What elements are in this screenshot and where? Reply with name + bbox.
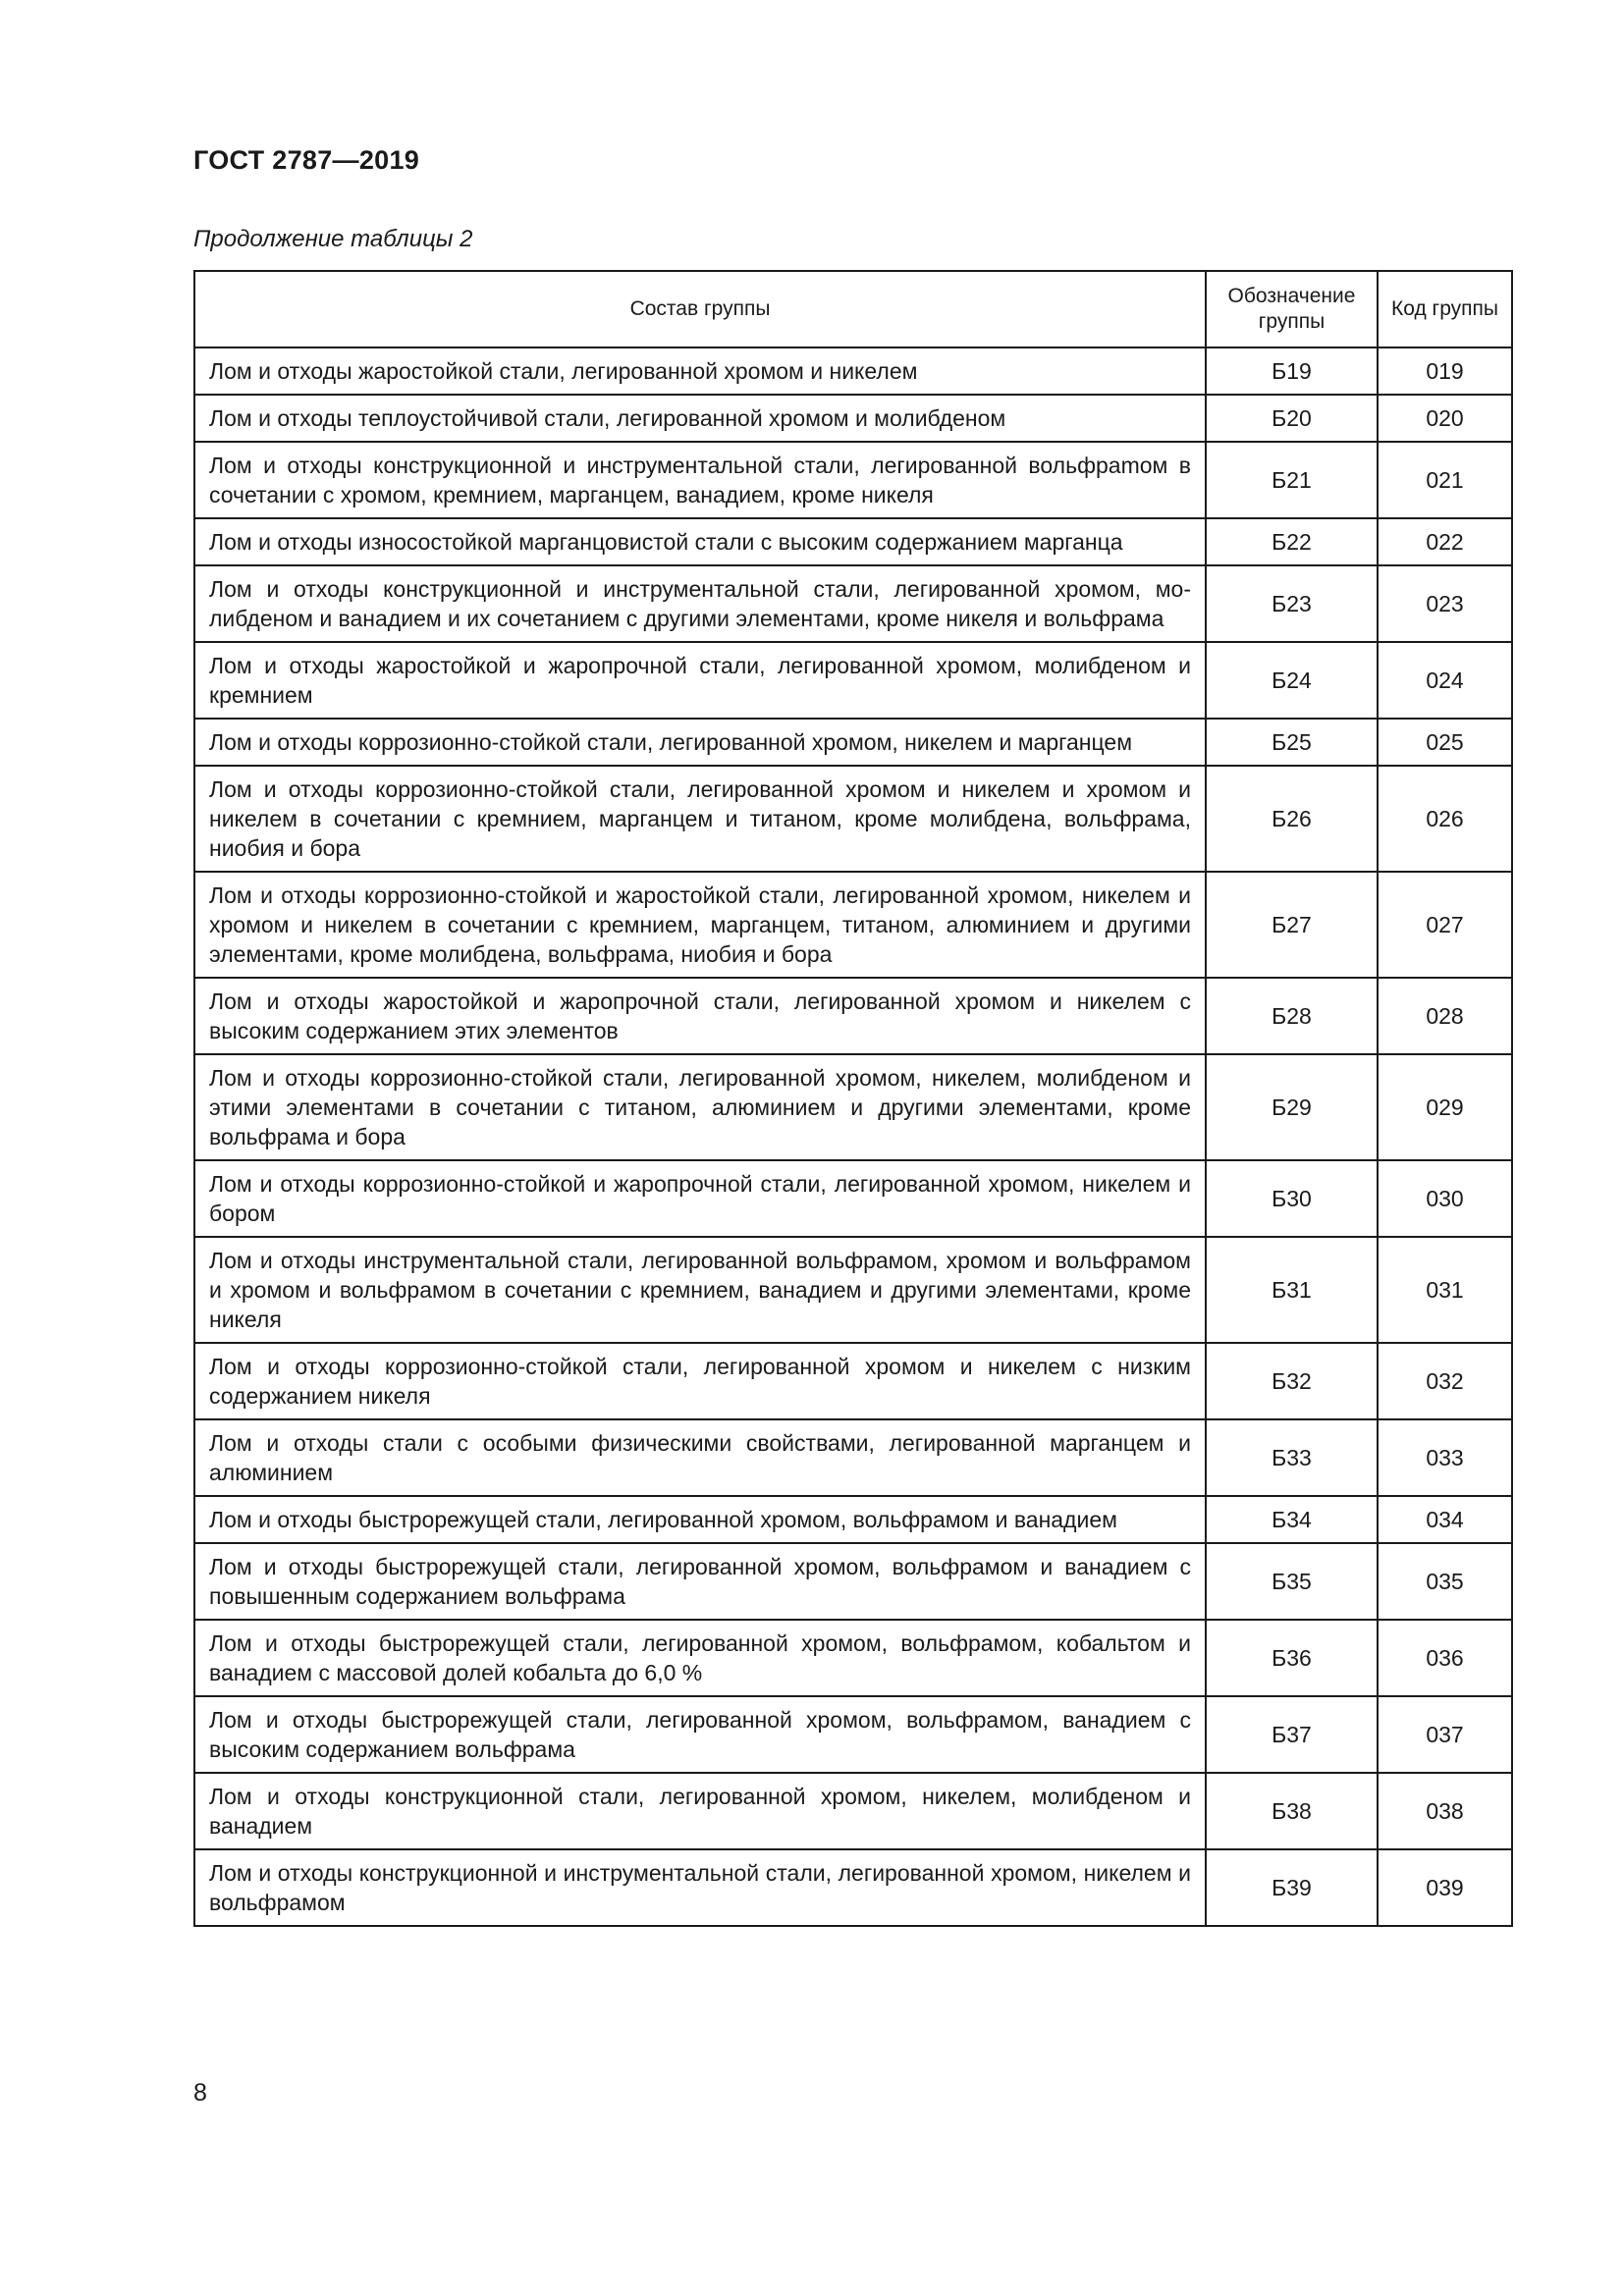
group-code-cell: 036 bbox=[1378, 1620, 1512, 1696]
group-table bbox=[193, 270, 1513, 1927]
group-composition-cell: Лом и отходы коррозионно-стойкой и жаропрочной стали, легированной хромом, никелем и бором bbox=[194, 1160, 1206, 1237]
group-composition-cell: Лом и отходы коррозионно-стойкой стали, легированной хромом, никелем, молибденом и этими элементами в сочетании с титаном, алюминием и другими элементами, кроме вольфрама и бора bbox=[194, 1054, 1206, 1160]
table-row bbox=[194, 1496, 1512, 1543]
group-composition-cell: Лом и отходы конструкционной и инструментальной стали, легированной хромом, молибденом и ванадием и их сочетанием с другими элементами, кроме никеля и вольфрама bbox=[194, 565, 1206, 642]
header-code: Код группы bbox=[1378, 271, 1512, 347]
table-row bbox=[194, 1543, 1512, 1620]
group-code-cell: 021 bbox=[1378, 442, 1512, 518]
group-composition-cell: Лом и отходы износостойкой марганцовистой стали с высоким содержанием марганца bbox=[194, 518, 1206, 565]
group-code-cell: 030 bbox=[1378, 1160, 1512, 1237]
group-code-cell: 025 bbox=[1378, 719, 1512, 766]
group-composition-cell: Лом и отходы коррозионно-стойкой стали, легированной хромом, никелем и марганцем bbox=[194, 719, 1206, 766]
group-designation-cell: Б33 bbox=[1206, 1419, 1378, 1496]
group-code-cell: 032 bbox=[1378, 1343, 1512, 1419]
group-composition-cell: Лом и отходы коррозионно-стойкой стали, легированной хромом и никелем с низким содержанием никеля bbox=[194, 1343, 1206, 1419]
table-row bbox=[194, 1773, 1512, 1849]
group-designation-cell: Б22 bbox=[1206, 518, 1378, 565]
group-code-cell: 037 bbox=[1378, 1696, 1512, 1773]
group-designation-cell: Б23 bbox=[1206, 565, 1378, 642]
group-designation-cell: Б35 bbox=[1206, 1543, 1378, 1620]
group-code-cell: 023 bbox=[1378, 565, 1512, 642]
group-composition-cell: Лом и отходы коррозионно-стойкой и жаростойкой стали, легированной хромом, никелем и хромом и никелем в сочетании с кремнием, марганцем, титаном, алюминием и другими элементами, кроме молибдена, вольфрама, ниобия и бора bbox=[194, 872, 1206, 978]
group-designation-cell: Б37 bbox=[1206, 1696, 1378, 1773]
group-designation-cell: Б30 bbox=[1206, 1160, 1378, 1237]
group-composition-cell: Лом и отходы инструментальной стали, легированной вольфрамом, хромом и вольфрамом и хромом и вольфрамом в сочетании с кремнием, ванадием и другими элементами, кроме никеля bbox=[194, 1237, 1206, 1343]
table-row bbox=[194, 565, 1512, 642]
table-row bbox=[194, 766, 1512, 872]
group-designation-cell: Б38 bbox=[1206, 1773, 1378, 1849]
group-composition-cell: Лом и отходы быстрорежущей стали, легированной хромом, вольфрамом, ванадием с высоким содержанием вольфрама bbox=[194, 1696, 1206, 1773]
group-code-cell: 026 bbox=[1378, 766, 1512, 872]
group-code-cell: 033 bbox=[1378, 1419, 1512, 1496]
document-header: ГОСТ 2787—2019 bbox=[193, 145, 420, 175]
header-row bbox=[194, 271, 1512, 347]
group-code-cell: 019 bbox=[1378, 347, 1512, 395]
group-designation-cell: Б24 bbox=[1206, 642, 1378, 719]
group-designation-cell: Б20 bbox=[1206, 395, 1378, 442]
group-composition-cell: Лом и отходы теплоустойчивой стали, легированной хромом и молибденом bbox=[194, 395, 1206, 442]
table-row bbox=[194, 1620, 1512, 1696]
table-row bbox=[194, 1849, 1512, 1926]
group-designation-cell: Б19 bbox=[1206, 347, 1378, 395]
header-composition: Состав группы bbox=[194, 271, 1206, 347]
group-composition-cell: Лом и отходы конструкционной и инструментальной стали, легированной хромом, никелем и вольфрамом bbox=[194, 1849, 1206, 1926]
table-row bbox=[194, 1160, 1512, 1237]
group-code-cell: 034 bbox=[1378, 1496, 1512, 1543]
table-row bbox=[194, 978, 1512, 1054]
group-designation-cell: Б21 bbox=[1206, 442, 1378, 518]
table-row bbox=[194, 642, 1512, 719]
group-designation-cell: Б27 bbox=[1206, 872, 1378, 978]
group-designation-cell: Б29 bbox=[1206, 1054, 1378, 1160]
group-designation-cell: Б36 bbox=[1206, 1620, 1378, 1696]
table-row bbox=[194, 442, 1512, 518]
group-code-cell: 029 bbox=[1378, 1054, 1512, 1160]
group-code-cell: 038 bbox=[1378, 1773, 1512, 1849]
group-composition-cell: Лом и отходы быстрорежущей стали, легированной хромом, вольфрамом и ванадием bbox=[194, 1496, 1206, 1543]
group-composition-cell: Лом и отходы коррозионно-стойкой стали, легированной хромом и никелем и хромом и никелем в сочетании с кремнием, марганцем и титаном, кроме молибдена, вольфрама, ниобия и бора bbox=[194, 766, 1206, 872]
group-code-cell: 022 bbox=[1378, 518, 1512, 565]
group-composition-cell: Лом и отходы жаростойкой стали, легированной хромом и никелем bbox=[194, 347, 1206, 395]
group-code-cell: 039 bbox=[1378, 1849, 1512, 1926]
group-designation-cell: Б31 bbox=[1206, 1237, 1378, 1343]
group-code-cell: 027 bbox=[1378, 872, 1512, 978]
table-row bbox=[194, 872, 1512, 978]
table-row bbox=[194, 395, 1512, 442]
page-number: 8 bbox=[193, 2079, 207, 2107]
header-designation: Обозначение группы bbox=[1206, 271, 1378, 347]
table-row bbox=[194, 719, 1512, 766]
group-composition-cell: Лом и отходы быстрорежущей стали, легированной хромом, вольфрамом, кобальтом и ванадием с массовой долей кобальта до 6,0 % bbox=[194, 1620, 1206, 1696]
group-designation-cell: Б39 bbox=[1206, 1849, 1378, 1926]
group-composition-cell: Лом и отходы конструкционной и инструментальной стали, легированной вольфраmом в сочетании с хромом, кремнием, марганцем, ванадием, кроме никеля bbox=[194, 442, 1206, 518]
group-composition-cell: Лом и отходы жаростойкой и жаропрочной стали, легированной хромом, молибденом и кремнием bbox=[194, 642, 1206, 719]
group-designation-cell: Б26 bbox=[1206, 766, 1378, 872]
table-body bbox=[194, 347, 1512, 1926]
group-code-cell: 035 bbox=[1378, 1543, 1512, 1620]
group-designation-cell: Б34 bbox=[1206, 1496, 1378, 1543]
table-caption: Продолжение таблицы 2 bbox=[193, 226, 473, 252]
table-row bbox=[194, 1054, 1512, 1160]
group-composition-cell: Лом и отходы конструкционной стали, легированной хромом, никелем, молибденом и ванадием bbox=[194, 1773, 1206, 1849]
group-code-cell: 020 bbox=[1378, 395, 1512, 442]
group-designation-cell: Б28 bbox=[1206, 978, 1378, 1054]
table-row bbox=[194, 518, 1512, 565]
table-row bbox=[194, 1237, 1512, 1343]
group-code-cell: 024 bbox=[1378, 642, 1512, 719]
table-row bbox=[194, 1343, 1512, 1419]
table-header bbox=[194, 271, 1512, 347]
table-row bbox=[194, 1696, 1512, 1773]
table-row bbox=[194, 347, 1512, 395]
group-composition-cell: Лом и отходы стали с особыми физическими свойствами, легированной марганцем и алюминием bbox=[194, 1419, 1206, 1496]
group-code-cell: 031 bbox=[1378, 1237, 1512, 1343]
group-code-cell: 028 bbox=[1378, 978, 1512, 1054]
group-designation-cell: Б32 bbox=[1206, 1343, 1378, 1419]
group-composition-cell: Лом и отходы быстрорежущей стали, легированной хромом, вольфрамом и ванадием с повышенным содержанием вольфрама bbox=[194, 1543, 1206, 1620]
table-row bbox=[194, 1419, 1512, 1496]
group-composition-cell: Лом и отходы жаростойкой и жаропрочной стали, легированной хромом и никелем с высоким содержанием этих элементов bbox=[194, 978, 1206, 1054]
group-designation-cell: Б25 bbox=[1206, 719, 1378, 766]
